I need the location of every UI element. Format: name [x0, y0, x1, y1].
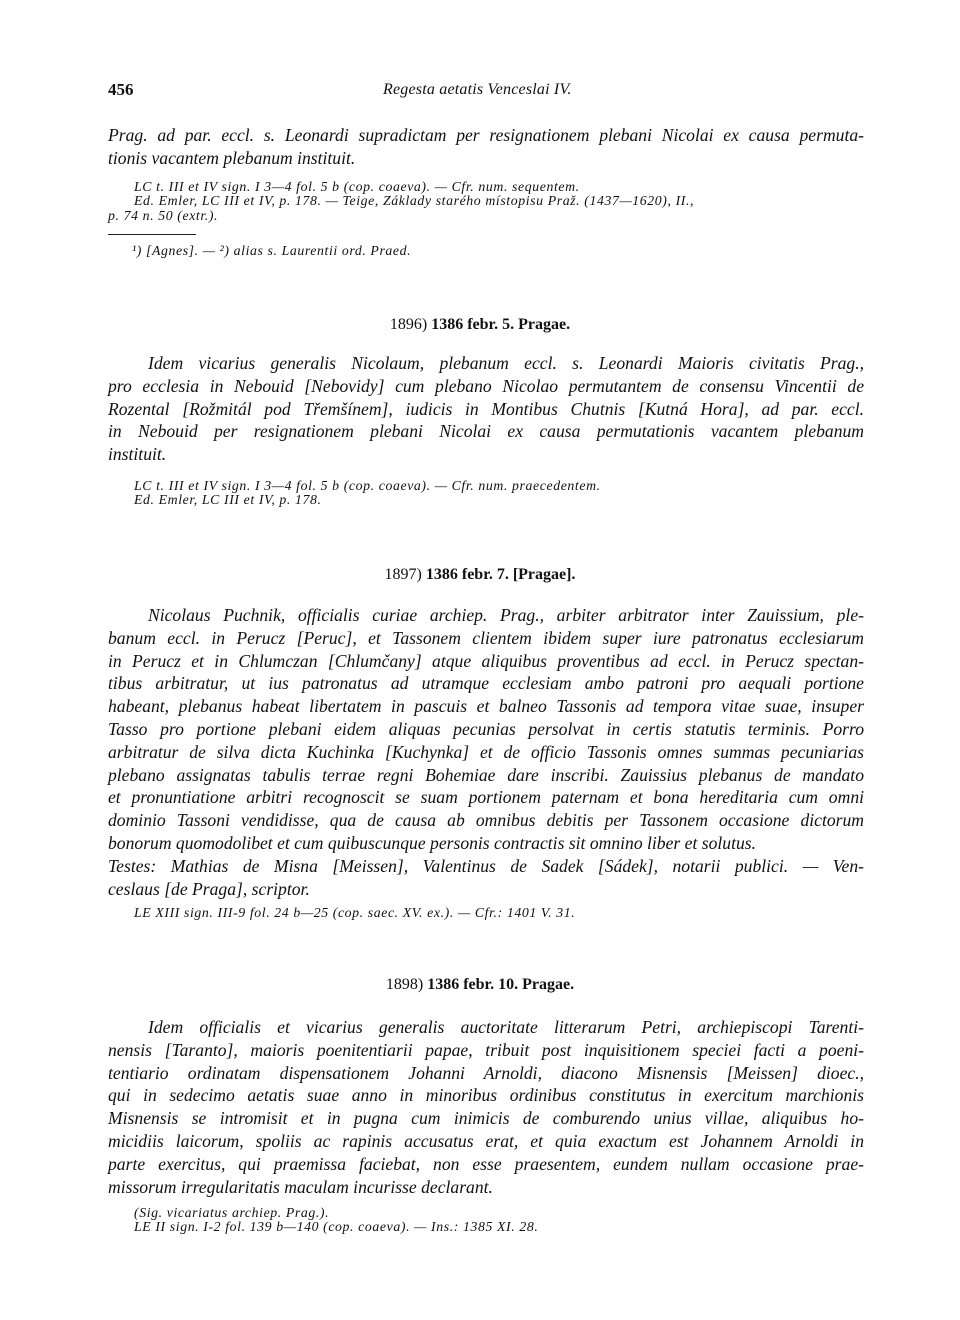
text-line: in Perucz et in Chlumczan [Chlumčany] atque aliquibus proventibus ad eccl. in Perucz spectan-: [108, 650, 864, 671]
entry-text-1898: [108, 1016, 864, 1198]
source-line: p. 74 n. 50 (extr.).: [108, 208, 219, 223]
prev-entry-text: [108, 124, 864, 170]
page-number: 456: [108, 80, 134, 99]
text-line: et pronuntiatione arbitri recognoscit se suam portionem paternam et bona hereditaria cum omni: [108, 787, 864, 808]
entry-heading-1896: [0, 316, 960, 334]
text-line: tionis vacantem plebanum instituit.: [108, 147, 356, 168]
footnote-text: ¹) [Agnes]. — ²) alias s. Laurentii ord. Praed.: [132, 243, 412, 258]
text-line: plebano assignatas tabulis terrae regni Bohemiae dare inscribi. Zauissius plebanus de mandato: [108, 764, 864, 785]
source-line: Ed. Emler, LC III et IV, p. 178.: [134, 492, 322, 508]
text-line: nensis [Taranto], maioris poenitentiarii papae, tribuit post inquisitionem speciei facti a poeni-: [108, 1039, 864, 1060]
text-line: Prag. ad par. eccl. s. Leonardi supradictam per resignationem plebani Nicolai ex causa permuta-: [108, 125, 864, 145]
entry-sources-1898: [134, 1206, 538, 1235]
text-line: tibus arbitratur, ut ius patronatus ad utramque ecclesiam ambo patroni pro aequali portione: [108, 673, 864, 694]
text-line: arbitratur de silva dicta Kuchinka [Kuchynka] et de officio Tassonis omnes summas pecuniarias: [108, 741, 864, 762]
text-line: pro ecclesia in Nebouid [Nebovidy] cum plebano Nicolao permutantem de consensu Vincentii de: [108, 375, 864, 396]
entry-text-1897: [108, 604, 864, 900]
entry-sources-1896: [134, 479, 601, 508]
text-line: qui in sedecimo aetatis suae anno in minoribus ordinibus constitutus in exercitum marchionis: [108, 1085, 864, 1106]
text-line: Testes: Mathias de Misna [Meissen], Valentinus de Sadek [Sádek], notarii publici. — Ven-: [108, 855, 864, 876]
text-line: Misnensis se intromisit et in pugna cum inimicis de comburendo unius villae, aliquibus ho-: [108, 1108, 864, 1129]
source-line: LE II sign. I-2 fol. 139 b—140 (cop. coaeva). — Ins.: 1385 XI. 28.: [134, 1219, 539, 1235]
entry-number: 1897): [384, 566, 422, 583]
text-line: habeant, plebanus habeat libertatem in pascuis et balneo Tassonis ad tempora vitae suae, insuper: [108, 696, 864, 717]
entry-text-1896: [108, 352, 864, 466]
text-line: missorum irregularitatis maculam incurisse declarant.: [108, 1176, 493, 1197]
text-line: micidiis laicorum, spoliis ac rapinis accusatus erat, et quia exactum est Johannem Arnoldi in: [108, 1130, 864, 1151]
entry-sources-1897: [134, 906, 575, 920]
running-title: Regesta aetatis Venceslai IV.: [383, 81, 572, 98]
footnote: [132, 243, 411, 258]
source-line: LE XIII sign. III-9 fol. 24 b—25 (cop. saec. XV. ex.). — Cfr.: 1401 V. 31.: [134, 905, 576, 920]
text-line: ceslaus [de Praga], scriptor.: [108, 878, 310, 899]
text-line: instituit.: [108, 444, 167, 465]
source-line: Ed. Emler, LC III et IV, p. 178. — Teige, Základy starého místopisu Praž. (1437—1620), II.,: [134, 193, 695, 209]
source-line: LC t. III et IV sign. I 3—4 fol. 5 b (cop. coaeva). — Cfr. num. praecedentem.: [134, 478, 601, 493]
prev-entry-sources-cont: [108, 209, 218, 223]
entry-number: 1898): [385, 976, 424, 993]
text-line: Idem officialis et vicarius generalis auctoritate litterarum Petri, archiepiscopi Tarenti-: [148, 1017, 864, 1037]
entry-heading-1898: [0, 976, 960, 994]
entry-date: 1386 febr. 7. [Pragae].: [425, 566, 576, 583]
entry-number: 1896): [389, 316, 428, 333]
text-line: banum eccl. in Perucz [Peruc], et Tassonem clientem ibidem super iure patronatus ecclesiarum: [108, 627, 864, 648]
text-line: parte exercitus, qui praemissa faciebat, non esse praesentem, eundem nullam occasione prae-: [108, 1153, 864, 1174]
source-line: (Sig. vicariatus archiep. Prag.).: [134, 1205, 330, 1220]
text-line: Rozental [Rožmitál pod Třemšínem], iudicis in Montibus Chutnis [Kutná Hora], ad par. eccl.: [108, 398, 864, 419]
text-line: dominio Tassoni vendidisse, qua de causa ab omnibus debitis per Tassonem occasione dictorum: [108, 810, 864, 831]
text-line: bonorum quomodolibet et cum quibuscunque personis contractis sit omnino liber et solutus.: [108, 832, 756, 853]
text-line: Nicolaus Puchnik, officialis curiae archiep. Prag., arbiter arbitrator inter Zauissium, ple-: [148, 605, 864, 625]
entry-date: 1386 febr. 10. Pragae.: [427, 976, 575, 993]
entry-heading-1897: [0, 566, 960, 584]
text-line: tentiario ordinatam dispensationem Johanni Arnoldi, diacono Misnensis [Meissen] dioec.,: [108, 1062, 864, 1083]
footnote-rule: [108, 234, 196, 235]
text-line: Idem vicarius generalis Nicolaum, plebanum eccl. s. Leonardi Maioris civitatis Prag.,: [148, 353, 864, 373]
entry-date: 1386 febr. 5. Pragae.: [431, 316, 571, 333]
source-line: LC t. III et IV sign. I 3—4 fol. 5 b (cop. coaeva). — Cfr. num. sequentem.: [134, 179, 580, 194]
prev-entry-sources: [134, 180, 694, 209]
text-line: in Nebouid per resignationem plebani Nicolai ex causa permutationis vacantem plebanum: [108, 421, 864, 442]
text-line: Tasso pro portione plebani eidem aliquas pecunias persolvat in certis statutis terminis. Porro: [108, 718, 864, 739]
